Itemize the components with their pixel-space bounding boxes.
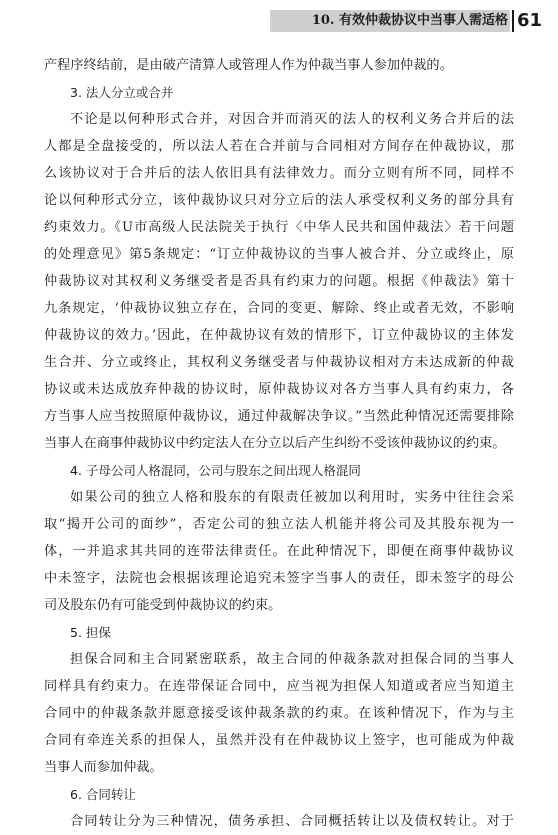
running-header — [0, 0, 558, 40]
text-line: 的处理意见》第5条规定：“订立仲裁协议的当事人被合并、分立或终止，原 — [44, 247, 514, 262]
text-line: 同样具有约束力。在连带保证合同中，应当视为担保人知道或者应当知道主 — [44, 679, 514, 694]
text-line: 产程序终结前，是由破产清算人或管理人作为仲裁当事人参加仲裁的。 — [44, 58, 453, 73]
text-line: 体，一并追求其共同的连带法律责任。在此种情况下，即便在商事仲裁协议 — [44, 544, 514, 559]
text-line: 九条规定，‘仲裁协议独立存在，合同的变更、解除、终止或者无效，不影响 — [44, 301, 514, 316]
text-line: 么该协议对于合并后的法人依旧具有法律效力。而分立则有所不同，同样不 — [44, 166, 514, 181]
text-line: 仲裁协议的效力。’因此，在仲裁协议有效的情形下，订立仲裁协议的主体发 — [44, 328, 514, 343]
text-line: 不论是以何种形式合并，对因合并而消灭的法人的权利义务合并后的法 — [70, 112, 514, 127]
text-line: 合同有牵连关系的担保人，虽然并没有在仲裁协议上签字，也可能成为仲裁 — [44, 733, 514, 748]
text-line: 合同转让分为三种情况，债务承担、合同概括转让以及债权转让。对于 — [70, 814, 514, 829]
section-heading: 4. 子母公司人格混同，公司与股东之间出现人格混同 — [70, 463, 361, 478]
text-line: 方当事人应当按照原仲裁协议，通过仲裁解决争议。”当然此种情况还需要排除 — [44, 409, 514, 424]
text-line: 中未签字，法院也会根据该理论追究未签字当事人的责任，即未签字的母公 — [44, 571, 514, 586]
text-line: 人都是全盘接受的，所以法人若在合并前与合同相对方间存在仲裁协议，那 — [44, 139, 514, 154]
header-divider — [512, 10, 514, 32]
text-line: 仲裁协议对其权利义务继受者是否具有约束力的问题。根据《仲裁法》第十 — [44, 274, 514, 289]
text-line: 取“揭开公司的面纱”，否定公司的独立法人机能并将公司及其股东视为一 — [44, 517, 514, 532]
text-line: 论以何种形式分立，该仲裁协议只对分立后的法人承受权利义务的部分具有 — [44, 193, 514, 208]
text-line: 当事人在商事仲裁协议中约定法人在分立以后产生纠纷不受该仲裁协议的约束。 — [44, 436, 506, 451]
text-line: 担保合同和主合同紧密联系，故主合同的仲裁条款对担保合同的当事人 — [70, 652, 514, 667]
text-line: 司及股东仍有可能受到仲裁协议的约束。 — [44, 598, 282, 613]
text-line: 如果公司的独立人格和股东的有限责任被加以利用时，实务中往往会采 — [70, 490, 514, 505]
text-line: 生合并、分立或终止，其权利义务继受者与仲裁协议相对方未达成新的仲裁 — [44, 355, 514, 370]
section-heading: 3. 法人分立或合并 — [70, 85, 174, 100]
section-heading: 5. 担保 — [70, 625, 111, 640]
text-line: 当事人而参加仲裁。 — [44, 760, 163, 775]
section-heading: 6. 合同转让 — [70, 787, 136, 802]
text-line: 合同中的仲裁条款并愿意接受该仲裁条款的约束。在该种情况下，作为与主 — [44, 706, 514, 721]
page-number: 61 — [517, 10, 543, 31]
body-text — [44, 52, 514, 835]
text-line: 约束效力。《U市高级人民法院关于执行〈中华人民共和国仲裁法〉若干问题 — [44, 220, 514, 235]
chapter-title: 10. 有效仲裁协议中当事人需适格 — [311, 13, 508, 28]
text-line: 协议或未达成放弃仲裁的协议时，原仲裁协议对各方当事人具有约束力，各 — [44, 382, 514, 397]
